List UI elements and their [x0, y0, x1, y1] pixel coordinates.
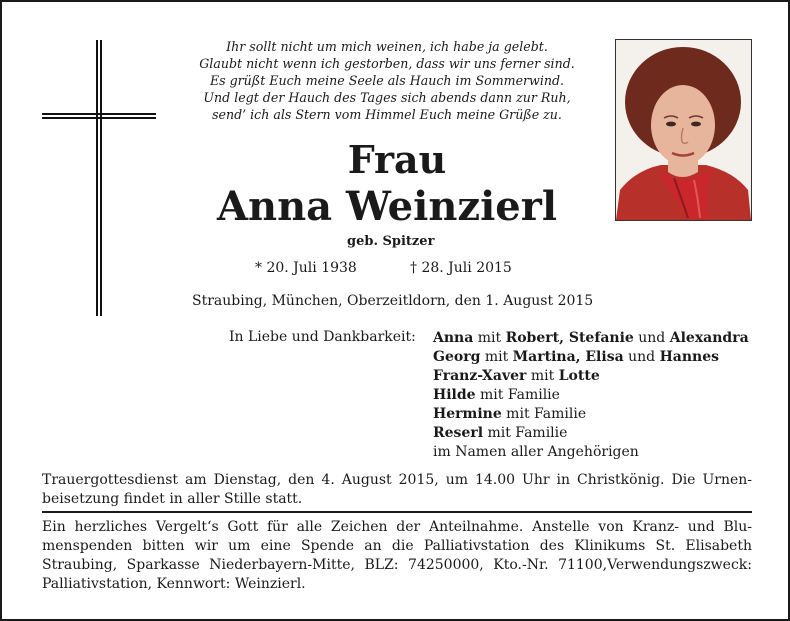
family-line	[433, 329, 749, 348]
salutation: Frau	[347, 137, 447, 182]
family-line	[433, 424, 749, 443]
closing-line: Straubing, Sparkasse Niederbayern-Mitte, BLZ: 74250000, Kto.-Nr. 71100,Verwendungszweck:	[42, 557, 752, 573]
family-list	[433, 329, 749, 462]
birth-date: * 20. Juli 1938	[255, 260, 357, 276]
family-line	[433, 443, 749, 462]
poem	[177, 38, 597, 123]
family-member-name: Georg	[433, 349, 481, 365]
place-and-date: Straubing, München, Oberzeitldorn, den 1. August 2015	[192, 293, 594, 309]
closing-line: Palliativstation, Kennwort: Weinzierl.	[42, 576, 306, 592]
family-text: im Namen aller Angehörigen	[433, 444, 639, 460]
family-text: und	[623, 349, 660, 365]
family-text: mit Familie	[501, 406, 587, 422]
family-line	[433, 405, 749, 424]
service-line: beisetzung findet in aller Stille statt.	[42, 491, 303, 507]
death-date: † 28. Juli 2015	[410, 260, 512, 276]
family-text: und	[633, 330, 670, 346]
family-text: mit Familie	[483, 425, 568, 441]
family-member-name: Martina, Elisa	[512, 349, 624, 365]
donation-text	[42, 518, 752, 594]
family-member-name: Hilde	[433, 387, 476, 403]
poem-line: Ihr sollt nicht um mich weinen, ich habe ja gelebt.	[226, 39, 548, 54]
family-member-name: Anna	[433, 330, 474, 346]
family-line	[433, 386, 749, 405]
thanks-label: In Liebe und Dankbarkeit:	[229, 329, 416, 345]
family-member-name: Hannes	[659, 349, 720, 365]
life-dates	[255, 260, 512, 276]
family-line	[433, 348, 749, 367]
poem-line: Und legt der Hauch des Tages sich abends dann zur Ruh,	[203, 90, 571, 105]
funeral-service-text	[42, 471, 752, 509]
maiden-name: geb. Spitzer	[347, 234, 435, 249]
poem-line: send’ ich als Stern vom Himmel Euch meine Grüße zu.	[212, 107, 562, 122]
family-line	[433, 367, 749, 386]
poem-line: Glaubt nicht wenn ich gestorben, dass wir uns ferner sind.	[199, 56, 575, 71]
family-text: mit	[480, 349, 513, 365]
deceased-name: Anna Weinzierl	[216, 183, 558, 230]
closing-line: Ein herzliches Vergelt‘s Gott für alle Zeichen der Anteilnahme. Anstelle von Kranz- und Blu-	[42, 519, 752, 535]
family-member-name: Hermine	[433, 406, 502, 422]
family-text: mit Familie	[475, 387, 560, 403]
family-member-name: Franz-Xaver	[433, 368, 527, 384]
family-member-name: Robert, Stefanie	[505, 330, 634, 346]
service-line: Trauergottesdienst am Dienstag, den 4. August 2015, um 14.00 Uhr in Christkönig. Die Urnen-	[42, 472, 752, 488]
family-text: mit	[526, 368, 559, 384]
closing-line: menspenden bitten wir um eine Spende an die Palliativstation des Klinikums St. Elisabeth	[42, 538, 752, 554]
family-text: mit	[473, 330, 506, 346]
family-member-name: Lotte	[558, 368, 600, 384]
poem-line: Es grüßt Euch meine Seele als Hauch im Sommerwind.	[209, 73, 565, 88]
family-member-name: Alexandra	[669, 330, 749, 346]
divider	[42, 511, 752, 513]
family-member-name: Reserl	[433, 425, 484, 441]
